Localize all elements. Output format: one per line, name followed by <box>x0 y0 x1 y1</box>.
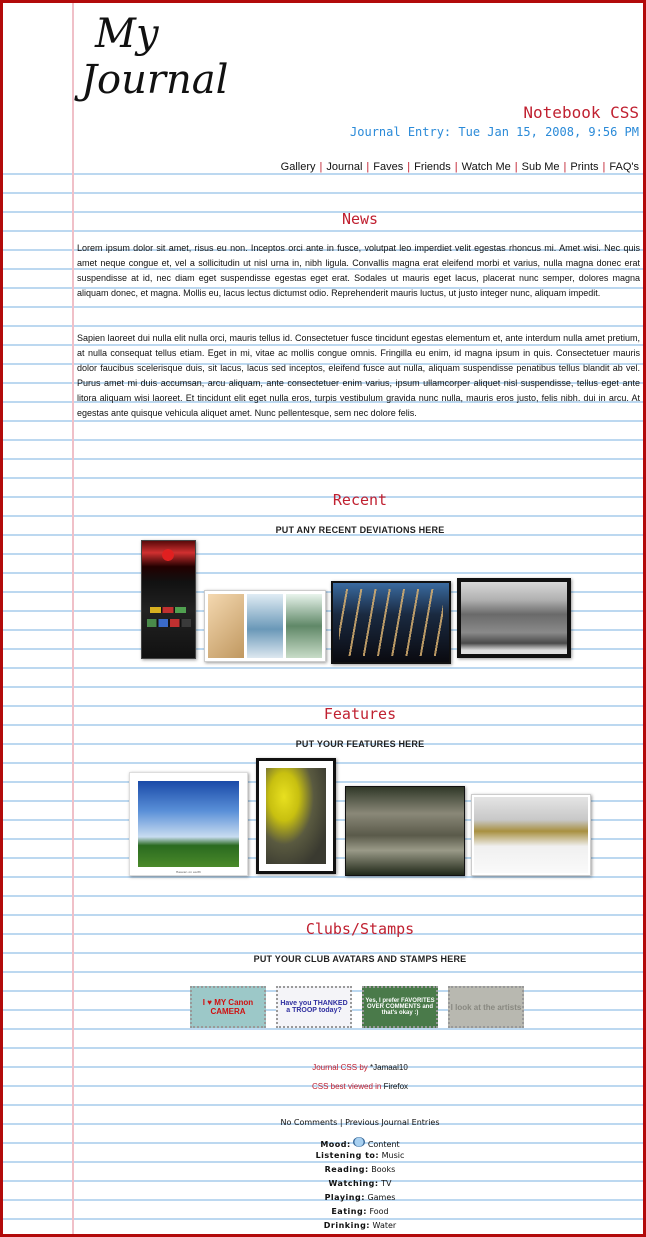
recent-subtitle: PUT ANY RECENT DEVIATIONS HERE <box>275 525 445 535</box>
recent-thumb-2[interactable] <box>204 590 326 662</box>
nav-separator: | <box>563 161 567 173</box>
listening-label: Listening to: <box>315 1151 380 1160</box>
panel-sepia <box>208 594 244 658</box>
previous-entries-link[interactable]: Previous Journal Entries <box>345 1118 440 1127</box>
drinking-row <box>77 1221 643 1230</box>
reeds-graphic <box>339 589 443 656</box>
nav-faqs[interactable]: FAQ's <box>609 161 639 173</box>
lichen-graphic <box>266 768 326 864</box>
feature-thumb-4[interactable] <box>471 794 591 876</box>
nav-separator: | <box>454 161 458 173</box>
link-separator: | <box>339 1118 343 1127</box>
nav-journal[interactable]: Journal <box>326 161 363 173</box>
stamp-look-at-artists[interactable] <box>448 986 524 1028</box>
feature-thumb-1[interactable] <box>129 772 248 876</box>
reading-row <box>77 1165 643 1174</box>
nav-sub-me[interactable]: Sub Me <box>521 161 560 173</box>
thumb-detail <box>147 619 191 627</box>
stamp-text: Yes, I prefer FAVORITES OVER COMMENTS and that's okay :) <box>365 998 435 1016</box>
eating-value: Food <box>369 1207 389 1216</box>
mood-value: Content <box>367 1140 400 1149</box>
stamp-text: I look at the artists <box>450 1002 522 1012</box>
css-name: Notebook CSS <box>523 103 639 122</box>
feature-caption: Heaven on earth <box>175 870 202 874</box>
comments-links <box>77 1118 643 1127</box>
nav-separator: | <box>407 161 411 173</box>
nav-separator: | <box>366 161 370 173</box>
entry-date: Journal Entry: Tue Jan 15, 2008, 9:56 PM <box>350 125 639 139</box>
listening-value: Music <box>381 1151 405 1160</box>
stamp-canon[interactable] <box>190 986 266 1028</box>
stamp-favorites[interactable] <box>362 986 438 1028</box>
nav-faves[interactable]: Faves <box>373 161 404 173</box>
eating-label: Eating: <box>331 1207 367 1216</box>
recent-thumb-3[interactable] <box>331 581 451 664</box>
content-emoticon-icon <box>353 1137 365 1147</box>
snow-park-graphic <box>474 797 588 873</box>
mood-row <box>77 1137 643 1149</box>
nav-prints[interactable]: Prints <box>570 161 599 173</box>
news-title: News <box>341 210 379 228</box>
css-credit <box>77 1063 643 1072</box>
stamp-text: I ♥ MY Canon CAMERA <box>202 998 254 1016</box>
nav-friends[interactable]: Friends <box>414 161 451 173</box>
watching-label: Watching: <box>328 1179 379 1188</box>
nav-separator: | <box>319 161 323 173</box>
notebook-margin-line <box>72 3 74 1234</box>
journal-title <box>81 11 228 103</box>
nav-separator: | <box>602 161 606 173</box>
recent-thumb-1[interactable] <box>141 540 196 659</box>
sky-field-graphic <box>138 781 239 867</box>
nav-bar <box>281 161 639 173</box>
mood-label: Mood: <box>320 1140 351 1149</box>
listening-row <box>77 1151 643 1160</box>
nav-gallery[interactable]: Gallery <box>280 161 316 173</box>
stamp-text: Have you THANKED a TROOP today? <box>280 1000 348 1014</box>
news-paragraph-2: Sapien laoreet dui nulla elit nulla orci, mauris tellus id. Consectetuer fusce tincidunt egestas elementum et, ante interdum nulla amet pretium, at nulla consequat tellus etiam. Eget in mi, vitae ac mollis congue omnis. Fringilla eu enim, id magna ipsum in quis. Consectetuer mauris dolor faucibus scelerisque duis, sit lacus, lacus sed inceptos, eleifend fusce aut nulla, aliquam suspendisse penatibus tellus blandit ab vel. Purus amet mi duis accumsan, arcu aliquam, ante consectetuer enim varius, ipsum ullamcorper aliquet nisl suspendisse, tellus eget ante litora aliquam wisi laoreet. Et tincidunt elit eget nulla eros, turpis vestibulum gravida nunc nulla, mauris eros justo, felis nibh. dui in arcu. At egestas ante quisque vehicula aliquet amet. Nunc pellentesque, sem nec dolore felis. <box>77 333 640 418</box>
reading-value: Books <box>371 1165 396 1174</box>
watching-value: TV <box>381 1179 392 1188</box>
heart-wings-graphic <box>156 547 180 563</box>
firefox-link[interactable]: Firefox <box>383 1082 409 1091</box>
nav-separator: | <box>514 161 518 173</box>
feature-thumb-2[interactable] <box>256 758 336 874</box>
title-line-2: Journal <box>81 57 229 103</box>
panel-blue <box>247 594 283 658</box>
playing-value: Games <box>367 1193 396 1202</box>
drinking-value: Water <box>372 1221 397 1230</box>
feature-thumb-3[interactable] <box>345 786 465 876</box>
browser-prefix: CSS best viewed in <box>311 1082 384 1091</box>
features-subtitle: PUT YOUR FEATURES HERE <box>295 739 425 749</box>
watching-row <box>77 1179 643 1188</box>
recent-thumb-4[interactable] <box>457 578 571 658</box>
title-line-1: My <box>95 11 159 57</box>
drinking-label: Drinking: <box>323 1221 370 1230</box>
browser-note <box>77 1082 643 1091</box>
clubs-subtitle: PUT YOUR CLUB AVATARS AND STAMPS HERE <box>253 954 467 964</box>
playing-row <box>77 1193 643 1202</box>
credit-author-link[interactable]: *Jamaal10 <box>370 1063 408 1072</box>
playing-label: Playing: <box>324 1193 365 1202</box>
stamp-thank-troop[interactable] <box>276 986 352 1028</box>
recent-title: Recent <box>332 491 388 509</box>
eating-row <box>77 1207 643 1216</box>
features-title: Features <box>323 705 397 723</box>
reading-label: Reading: <box>324 1165 369 1174</box>
news-paragraph-1: Lorem ipsum dolor sit amet, risus eu non. Inceptos orci ante in fusce, volutpat leo imperdiet velit egestas rhoncus mi. Amet wisi. Nec quis amet neque congue et, vel a sollicitudin ut nisl urna in, nibh ligula. Convallis magna erat eleifend morbi et varius, nulla magna donec erat suspendisse at id, nec diam eget suspendisse egestas eget erat. Sodales ut mauris eget lacus, placerat nunc semper, dolores magna aliquam donec, et magna. Mollis eu, lacus lectus dictumst odio. Reprehenderit mauris luctus, ut justo integer nunc, aliquam impedit. <box>77 243 640 298</box>
house-graphic <box>461 582 567 654</box>
credit-prefix: Journal CSS by <box>312 1063 370 1072</box>
clubs-title: Clubs/Stamps <box>305 920 415 938</box>
thumb-detail <box>150 607 186 613</box>
panel-green <box>286 594 322 658</box>
nav-watch-me[interactable]: Watch Me <box>461 161 511 173</box>
no-comments-link[interactable]: No Comments <box>280 1118 338 1127</box>
